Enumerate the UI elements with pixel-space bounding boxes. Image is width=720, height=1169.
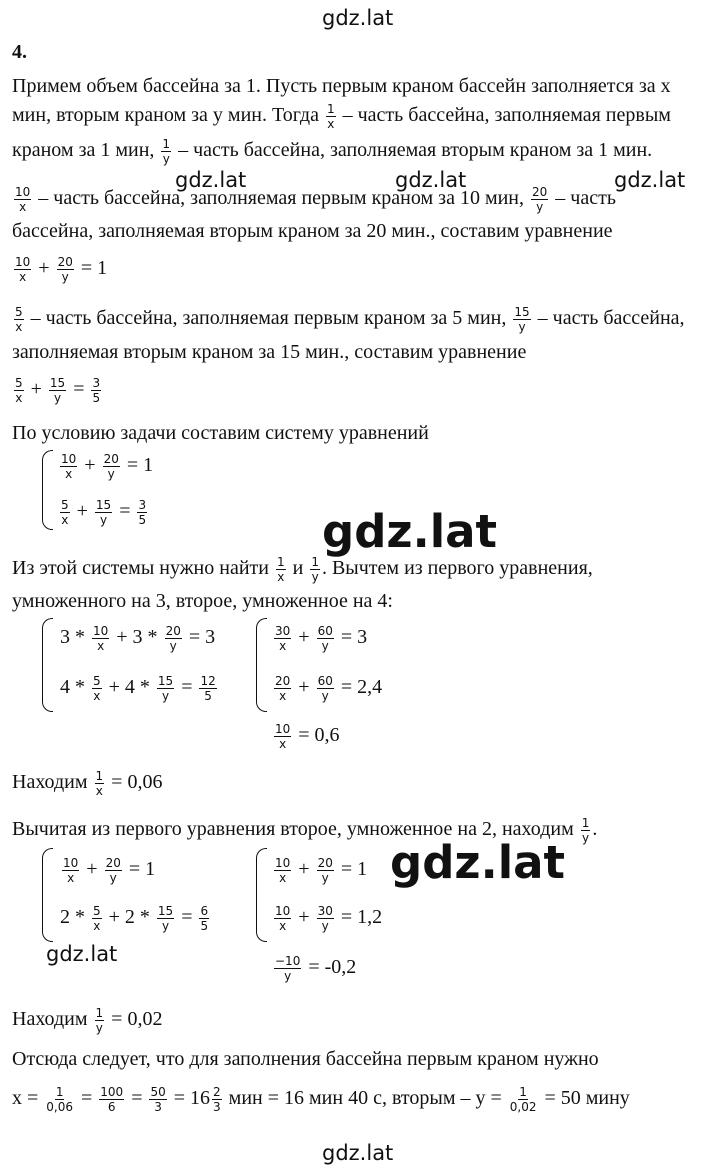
text-line: бассейна, заполняемая вторым краном за 20 мин., составим уравнение [12,220,613,242]
fraction: $\frac{20}{y}$ [532,185,548,214]
watermark: gdz.lat [322,505,498,558]
text-line: Находим $\frac{1}{x}$ = 0,06 [12,769,163,798]
equation: $\frac{10}{x}$ + $\frac{30}{y}$ = 1,2 [275,904,383,933]
watermark: gdz.lat [614,168,686,192]
equation: $\frac{-10}{y}$ = -0,2 [275,954,357,983]
fraction: $\frac{1}{x}$ [326,102,335,131]
text-line: $\frac{5}{x}$ – часть бассейна, заполняемая первым краном за 5 мин, $\frac{15}{y}$ – часть бассейна, [15,305,685,334]
equation: $\frac{20}{x}$ + $\frac{60}{y}$ = 2,4 [275,674,383,703]
text-line: Вычитая из первого уравнения второе, умноженное на 2, находим $\frac{1}{y}$ . [12,816,598,845]
text-line: Из этой системы нужно найти $\frac{1}{x}$ и $\frac{1}{y}$ . Вычтем из первого уравнения, [12,555,593,584]
watermark: gdz.lat [175,168,247,192]
text-line: Отсюда следует, что для заполнения бассейна первым краном нужно [12,1048,599,1070]
equation: $\frac{10}{x}$ + $\frac{20}{y}$ = 1 [275,856,368,885]
system-brace [42,848,53,942]
watermark: gdz.lat [46,942,118,966]
watermark: gdz.lat [395,168,467,192]
watermark: gdz.lat [390,836,566,889]
fraction: $\frac{1}{y}$ [162,137,171,166]
equation: $\frac{10}{x}$ + $\frac{20}{y}$ = 1 [61,452,154,481]
text-line: По условию задачи составим систему уравнений [12,422,429,444]
problem-number: 4. [12,41,27,63]
equation: $\frac{5}{x}$ + $\frac{15}{y}$ = $\frac{3}{5}$ [61,498,147,527]
equation: 4 * $\frac{5}{x}$ + 4 * $\frac{15}{y}$ = $\frac{12}{5}$ [60,674,216,703]
equation: $\frac{10}{x}$ + $\frac{20}{y}$ = 1 [63,856,156,885]
text-line: Находим $\frac{1}{y}$ = 0,02 [12,1006,163,1035]
fraction: $\frac{10}{x}$ [15,185,31,214]
equation: $\frac{30}{x}$ + $\frac{60}{y}$ = 3 [275,624,368,653]
final-equation: x = $\frac{1}{0,06}$ = $\frac{100}{6}$ = $\frac{50}{3}$ = 16 $\frac{2}{3}$ мин = 16 мин 40 с, вторым – y = $\frac{1}{0,02}$ = 50 мину [12,1085,630,1114]
watermark: gdz.lat [322,1141,394,1165]
system-brace [42,618,53,712]
text-line: $\frac{10}{x}$ – часть бассейна, заполняемая первым краном за 10 мин, $\frac{20}{y}$ – часть [15,185,616,214]
text-line: мин, вторым краном за y мин. Тогда $\frac{1}{x}$ – часть бассейна, заполняемая первым [12,102,671,131]
system-brace [42,450,53,530]
text-line: Примем объем бассейна за 1. Пусть первым краном бассейн заполняется за x [12,75,671,97]
text-line: краном за 1 мин, $\frac{1}{y}$ – часть бассейна, заполняемая вторым краном за 1 мин. [12,137,653,166]
equation: $\frac{10}{x}$ + $\frac{20}{y}$ = 1 [15,255,108,284]
text-line: заполняемая вторым краном за 15 мин., составим уравнение [12,341,527,363]
system-brace [256,618,267,712]
text-line: умноженного на 3, второе, умноженное на 4: [12,590,393,612]
equation: 3 * $\frac{10}{x}$ + 3 * $\frac{20}{y}$ = 3 [60,624,216,653]
system-brace [256,848,267,942]
equation: $\frac{5}{x}$ + $\frac{15}{y}$ = $\frac{3}{5}$ [15,376,101,405]
equation: 2 * $\frac{5}{x}$ + 2 * $\frac{15}{y}$ = $\frac{6}{5}$ [60,904,209,933]
equation: $\frac{10}{x}$ = 0,6 [275,722,340,751]
watermark: gdz.lat [322,6,394,30]
